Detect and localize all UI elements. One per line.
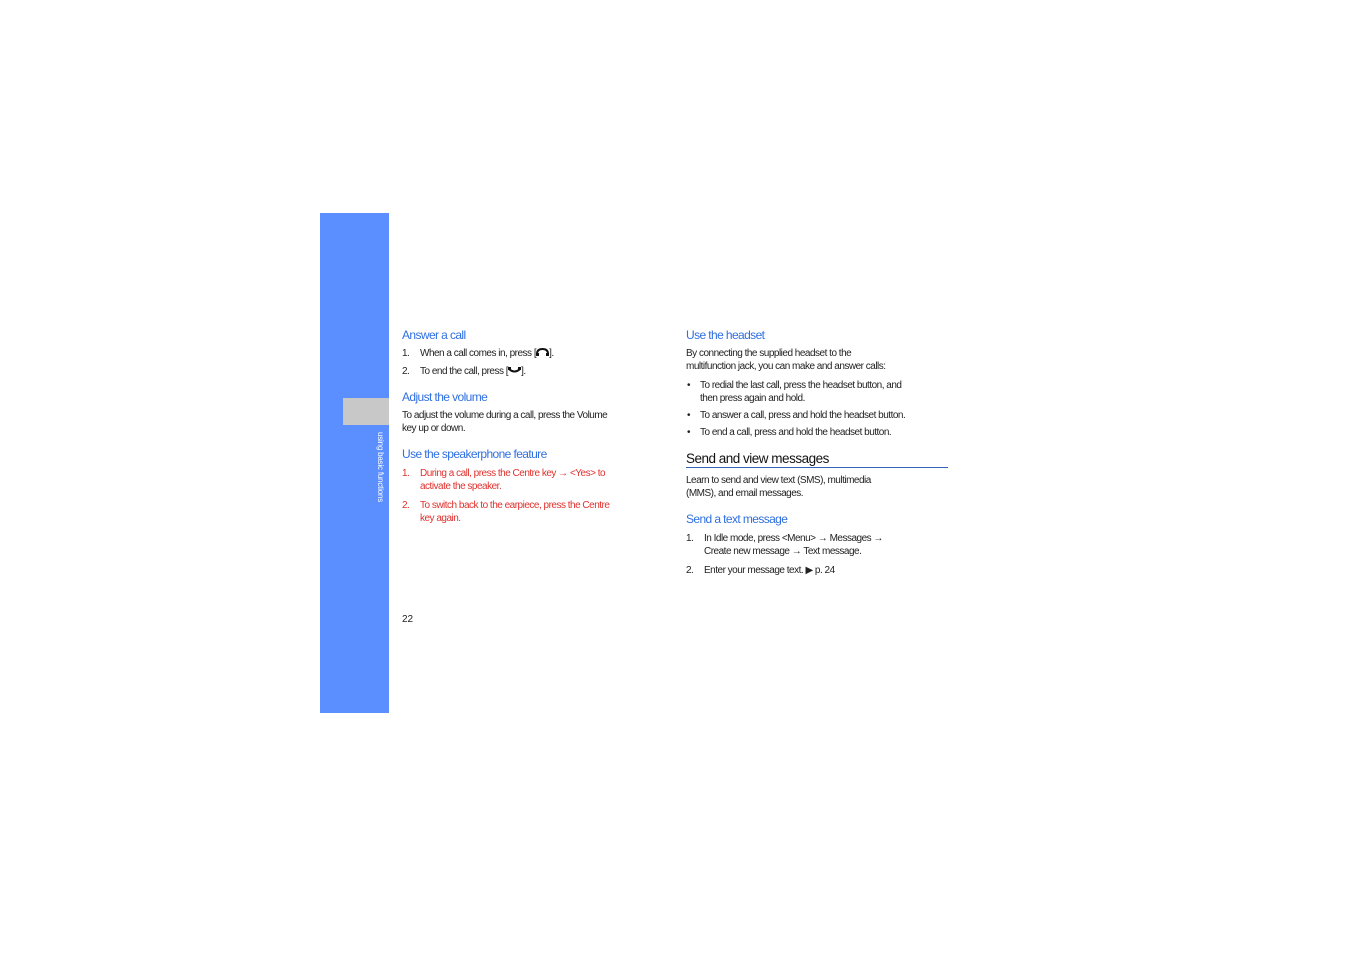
list-item: 1. In Idle mode, press <Menu> → Messages → Create new message → Text message. [686,533,883,557]
heading-adjust-volume: Adjust the volume [402,390,488,404]
right-column [686,328,950,577]
left-column [402,328,664,525]
list-item: • To redial the last call, press the headset button, and then press again and hold. [687,380,902,404]
paragraph: key up or down. [402,423,466,434]
paragraph: multifunction jack, you can make and answer calls: [686,361,886,372]
list-item: 1. When a call comes in, press [ ]. [402,348,554,359]
bullet-icon: • [687,427,691,438]
call-key-icon [536,348,549,357]
text-steps [686,532,950,577]
section-label: using basic functions [376,432,385,503]
list-item: 2. Enter your message text. ▶ p. 24 [686,565,835,576]
heading-headset: Use the headset [686,328,765,342]
list-item: • To answer a call, press and hold the headset button. [687,410,906,421]
paragraph: By connecting the supplied headset to the [686,348,852,359]
paragraph: To adjust the volume during a call, press the Volume [402,410,608,421]
page-number: 22 [402,614,414,625]
section-tab [343,398,389,425]
speaker-steps [402,467,664,525]
answer-steps [402,347,664,378]
end-call-key-icon [508,366,521,375]
heading-speakerphone: Use the speakerphone feature [402,447,547,461]
bullet-icon: • [687,380,691,391]
list-item: 1. During a call, press the Centre key → <Yes> to activate the speaker. [402,468,606,492]
list-item: 2. To end the call, press [ ]. [402,366,526,377]
heading-send-view-messages: Send and view messages [686,451,948,468]
bullet-icon: • [687,410,691,421]
heading-answer-call: Answer a call [402,328,466,342]
paragraph: (MMS), and email messages. [686,488,804,499]
list-item: • To end a call, press and hold the headset button. [687,427,892,438]
paragraph: Learn to send and view text (SMS), multimedia [686,475,871,486]
headset-bullets [686,379,950,439]
heading-send-text: Send a text message [686,512,788,526]
list-item: 2. To switch back to the earpiece, press the Centre key again. [402,500,610,524]
